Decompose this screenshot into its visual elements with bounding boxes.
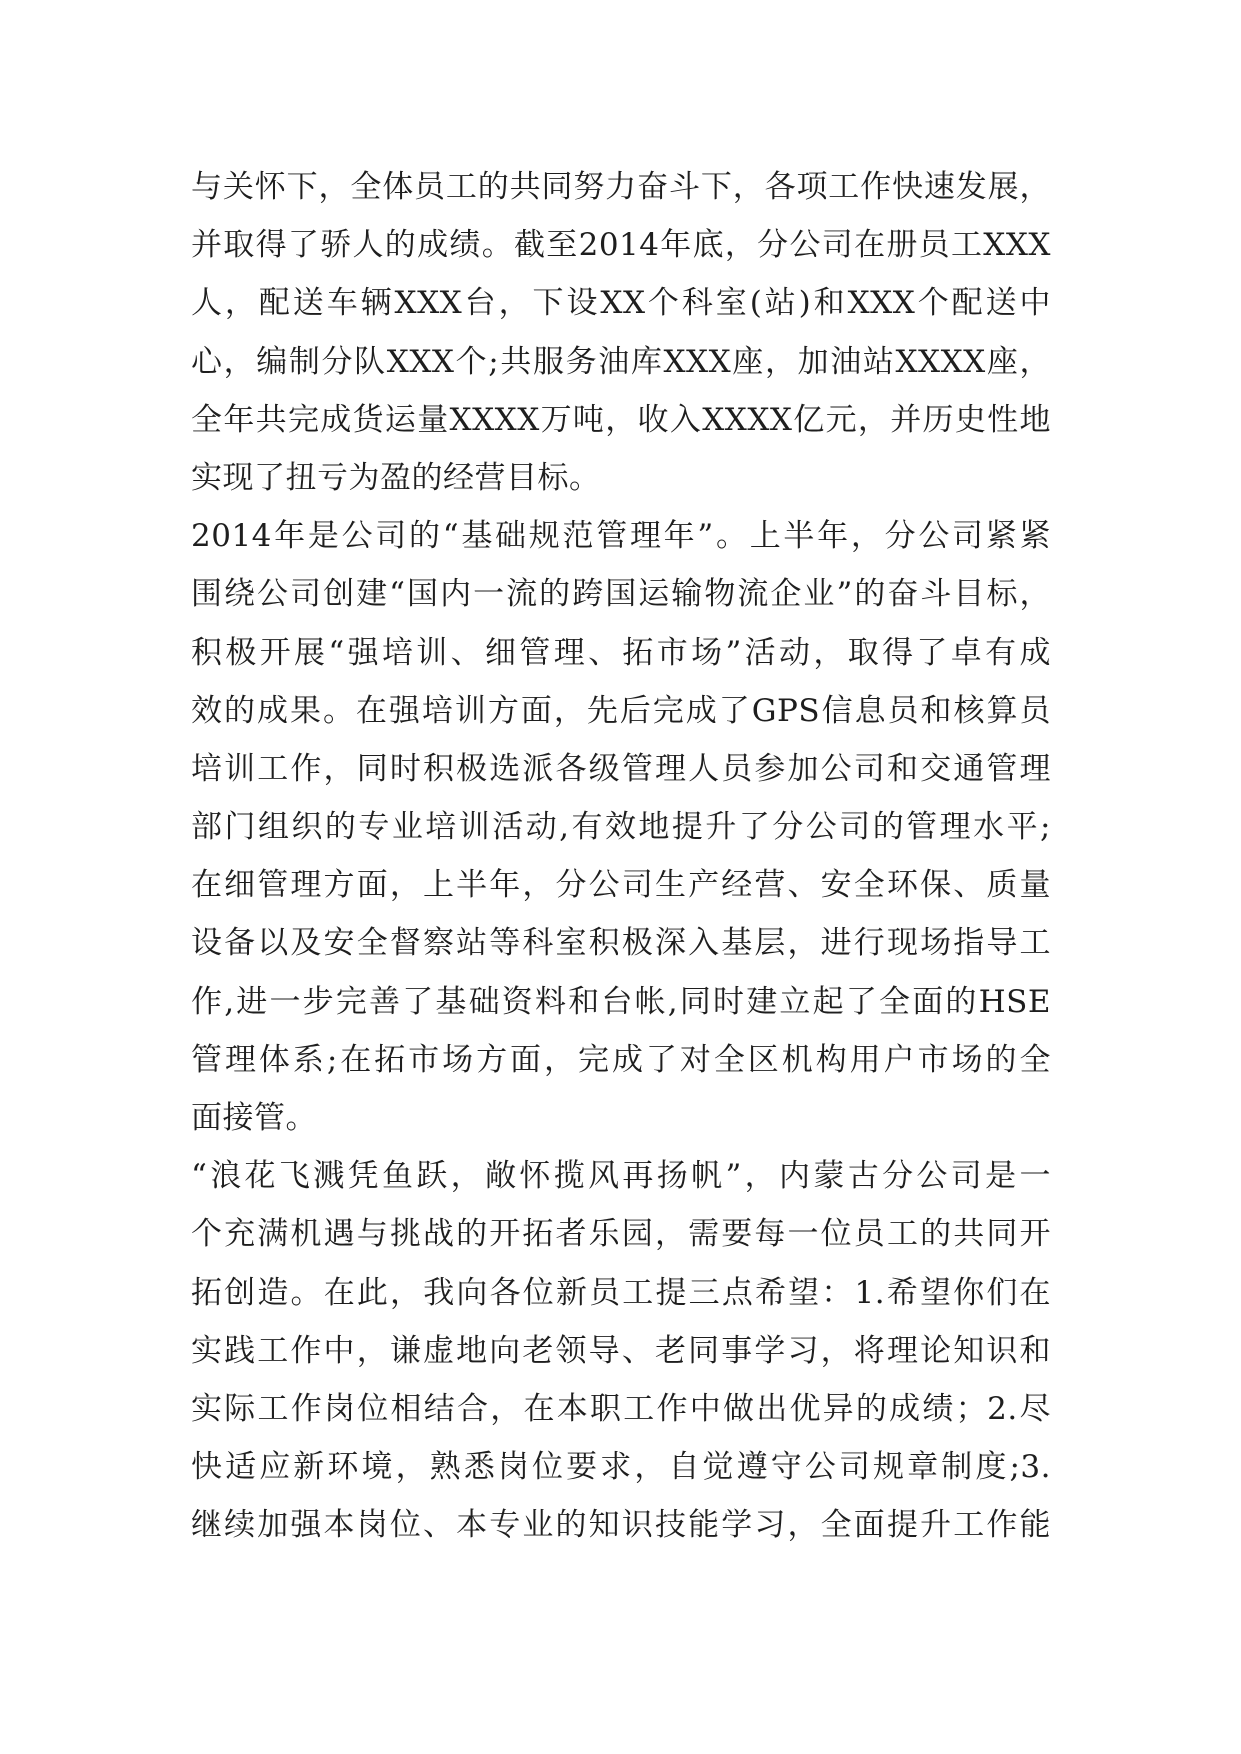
text-line: 2014年是公司的“基础规范管理年”。上半年，分公司紧紧 [191,518,1051,555]
text-line: 围绕公司创建“国内一流的跨国运输物流企业”的奋斗目标， [191,576,1051,613]
text-line: 实践工作中，谦虚地向老领导、老同事学习，将理论知识和 [191,1332,1051,1369]
text-line: 与关怀下，全体员工的共同努力奋斗下，各项工作快速发展， [191,169,1051,205]
text-line: 拓创造。在此，我向各位新员工提三点希望：1.希望你们在 [191,1274,1051,1311]
text-line: 人，配送车辆XXX台，下设XX个科室(站)和XXX个配送中 [191,285,1051,322]
document-body [191,158,1051,1555]
text-line: “浪花飞溅凭鱼跃，敞怀揽风再扬帆”，内蒙古分公司是一 [191,1158,1051,1195]
text-line: 培训工作，同时积极选派各级管理人员参加公司和交通管理 [191,750,1051,787]
text-line: 管理体系;在拓市场方面，完成了对全区机构用户市场的全 [191,1041,1051,1078]
text-line: 在细管理方面，上半年，分公司生产经营、安全环保、质量 [191,867,1051,904]
text-line: 作,进一步完善了基础资料和台帐,同时建立起了全面的HSE [191,983,1051,1020]
text-line: 心，编制分队XXX个;共服务油库XXX座，加油站XXXX座， [191,343,1051,380]
text-line: 实现了扭亏为盈的经营目标。 [191,459,601,496]
text-line: 效的成果。在强培训方面，先后完成了GPS信息员和核算员 [191,692,1051,729]
text-line: 设备以及安全督察站等科室积极深入基层，进行现场指导工 [191,925,1051,962]
text-line: 积极开展“强培训、细管理、拓市场”活动，取得了卓有成 [191,634,1051,671]
text-line: 全年共完成货运量XXXX万吨，收入XXXX亿元，并历史性地 [191,401,1051,438]
text-line: 个充满机遇与挑战的开拓者乐园，需要每一位员工的共同开 [191,1216,1051,1253]
text-line: 部门组织的专业培训活动,有效地提升了分公司的管理水平; [191,809,1051,846]
text-line: 实际工作岗位相结合，在本职工作中做出优异的成绩；2.尽 [191,1390,1051,1427]
text-line: 面接管。 [191,1100,317,1136]
text-line: 快适应新环境，熟悉岗位要求，自觉遵守公司规章制度;3. [191,1449,1051,1486]
text-line: 继续加强本岗位、本专业的知识技能学习，全面提升工作能 [191,1507,1051,1544]
text-line: 并取得了骄人的成绩。截至2014年底，分公司在册员工XXX [191,227,1051,264]
